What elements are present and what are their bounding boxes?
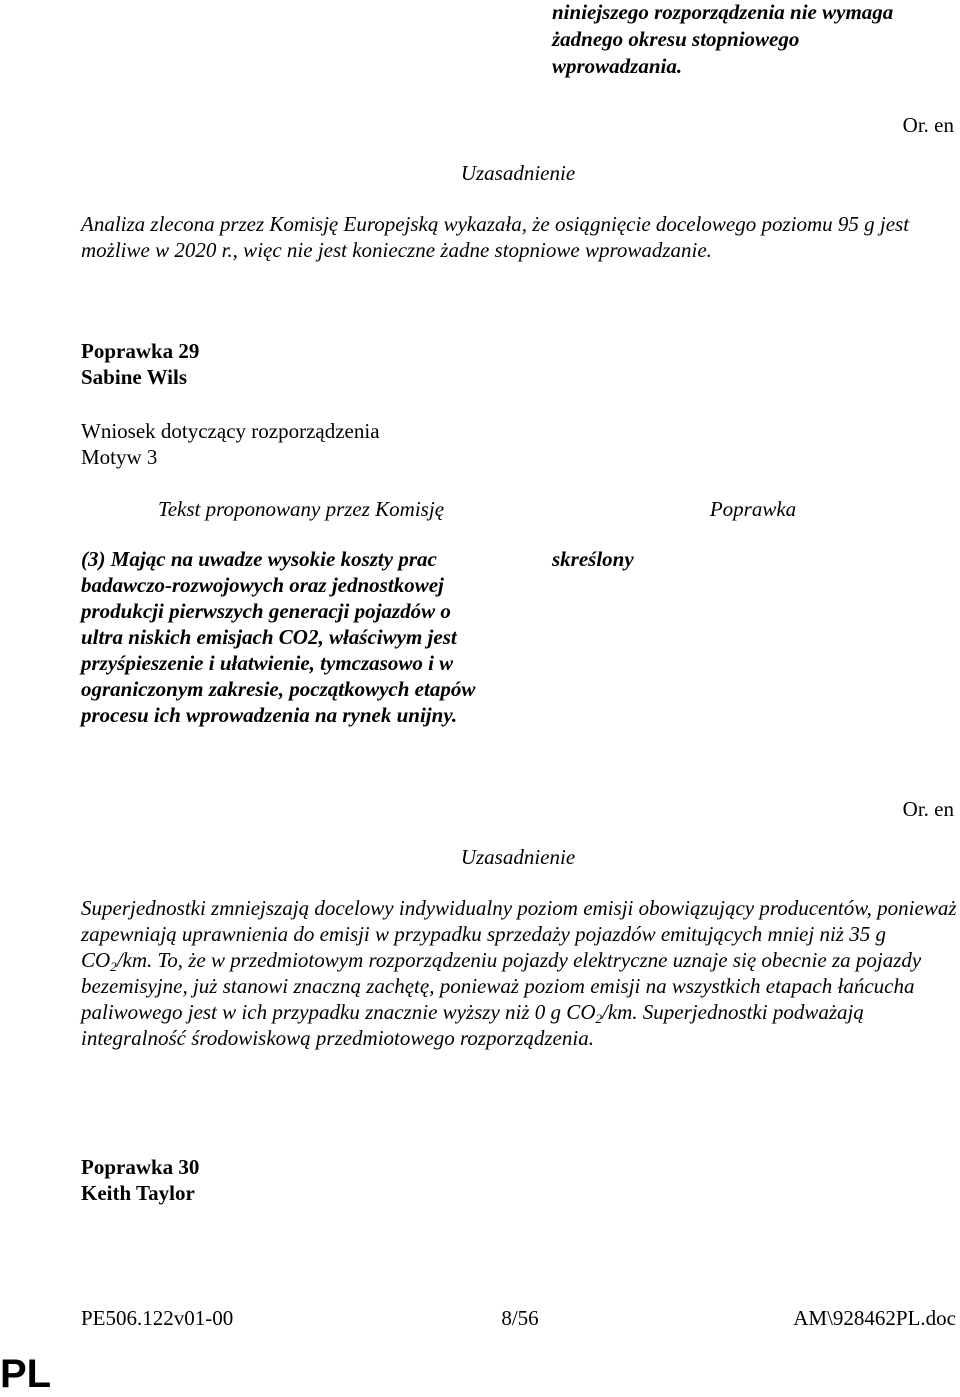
justification-text: Analiza zlecona przez Komisję Europejską wykazała, że osiągnięcie docelowego poziomu 95 g jest możliwe w 2020 r., więc nie jest konieczne żadne stopniowe wprowadzanie.: [81, 212, 910, 262]
continuation-line: niniejszego rozporządzenia nie wymaga: [552, 0, 894, 24]
amendment-author: Keith Taylor: [81, 1181, 195, 1205]
previous-amendment-continuation: [552, 0, 952, 80]
footer-language-code: PL: [0, 1352, 52, 1396]
amendment-author: Sabine Wils: [81, 365, 188, 389]
justification-text-part: /km. To, że w przedmiotowym rozporządzeniu pojazdy elektryczne uznaje się obecnie za pojazdy bezemisyjne, już stanowi znaczną zachętę, ponieważ poziom emisji na wszystkich etapach łańcucha paliwowego jest w ich przypadku znacznie wyższy niż 0 g CO: [81, 948, 922, 1024]
justification-heading: Uzasadnienie: [460, 161, 576, 185]
justification-text: [81, 895, 958, 1051]
commission-text: (3) Mając na uwadze wysokie koszty prac badawczo-rozwojowych oraz jednostkowej produkcji pierwszych generacji pojazdów o ultra niskich emisjach CO2, właściwym jest przyśpieszenie i ułatwienie, tymczasowo i w ograniczonym zakresie, początkowych etapów procesu ich wprowadzenia na rynek unijny.: [81, 547, 476, 727]
original-language-label: Or. en: [902, 797, 954, 821]
column-header-commission: Tekst proponowany przez Komisję: [157, 497, 445, 521]
justification-text-part: Superjednostki zmniejszają docelowy indywidualny poziom emisji obowiązujący producentów, ponieważ zapewniają uprawnienia do emisji w przypadku sprzedaży pojazdów emitujących mniej niż 35 g CO: [81, 896, 957, 972]
justification-text-part: /km. Superjednostki podważają integralność środowiskową przedmiotowego rozporządzenia.: [81, 1000, 864, 1050]
proposal-title: Wniosek dotyczący rozporządzenia: [81, 419, 380, 443]
recital-reference: Motyw 3: [81, 445, 158, 469]
continuation-line: żadnego okresu stopniowego: [552, 27, 800, 51]
continuation-line: wprowadzania.: [552, 54, 683, 78]
amendment-number: Poprawka 30: [81, 1155, 200, 1179]
original-language-label: Or. en: [902, 113, 954, 137]
footer-document-reference: PE506.122v01-00: [81, 1306, 234, 1330]
justification-heading: Uzasadnienie: [460, 845, 576, 869]
amendment-number: Poprawka 29: [81, 339, 200, 363]
footer-file-name: AM\928462PL.doc: [793, 1306, 956, 1330]
amendment-text: skreślony: [552, 547, 634, 571]
column-header-amendment: Poprawka: [709, 497, 797, 521]
subscript: 2: [110, 959, 117, 974]
footer-page-number: 8/56: [501, 1306, 539, 1330]
subscript: 2: [595, 1011, 602, 1026]
